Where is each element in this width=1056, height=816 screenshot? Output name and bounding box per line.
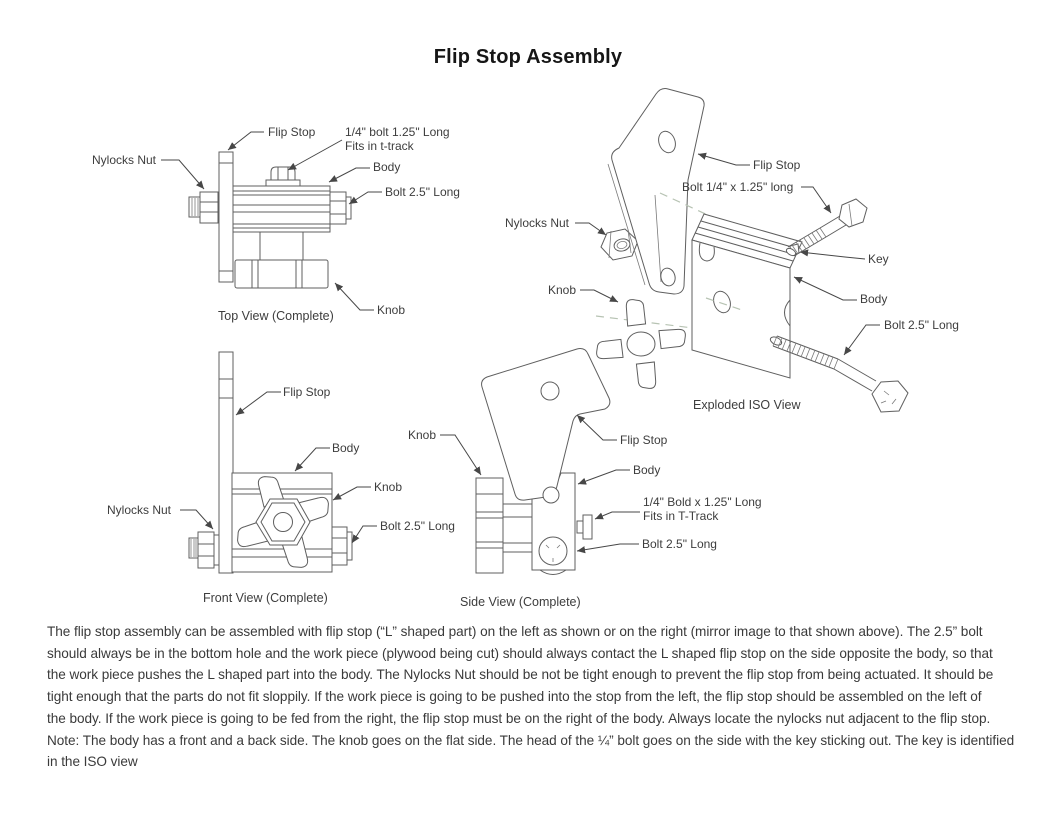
- top-label-quarter-bolt-2: Fits in t-track: [345, 139, 414, 153]
- top-tbolt-flange: [266, 180, 300, 186]
- iso-body: [692, 214, 802, 378]
- front-flip-stop-leader: [236, 392, 281, 415]
- side-notch-circle: [543, 487, 559, 503]
- front-nylocks-nut: [198, 532, 214, 568]
- front-knob-leader: [333, 487, 371, 500]
- iso-nylocks-leader: [575, 223, 606, 235]
- side-knob: [476, 478, 503, 573]
- top-label-flip-stop: Flip Stop: [268, 125, 316, 139]
- iso-knob-star: [595, 298, 688, 391]
- top-label-quarter-bolt-1: 1/4" bolt 1.25" Long: [345, 125, 450, 139]
- iso-label-body: Body: [860, 292, 888, 306]
- iso-label-flip-stop: Flip Stop: [753, 158, 801, 172]
- instructions-line: The flip stop assembly can be assembled with flip stop (“L” shaped part) on the left as shown or on the right (mirror image to that shown above). The 2.5” bolt: [47, 624, 983, 639]
- iso-label-knob: Knob: [548, 283, 577, 297]
- side-bolt25-leader: [577, 544, 639, 551]
- top-label-body: Body: [373, 160, 401, 174]
- iso-bolt25-leader: [844, 325, 880, 355]
- front-label-knob: Knob: [374, 480, 403, 494]
- top-nylocks-nut: [200, 192, 218, 223]
- top-quarter-bolt-leader: [288, 140, 342, 170]
- side-label-flip-stop: Flip Stop: [620, 433, 668, 447]
- front-label-flip-stop: Flip Stop: [283, 385, 331, 399]
- front-label-body: Body: [332, 441, 360, 455]
- side-label-body: Body: [633, 463, 661, 477]
- front-label-nylocks-nut: Nylocks Nut: [107, 503, 172, 517]
- instructions-line: tight enough that the parts do not fit sloppily. If the work piece is going to be pushed into the stop from the left, the flip stop should be assembled on the left of: [47, 689, 982, 705]
- top-bolt-cap: [346, 197, 351, 219]
- iso-label-nylocks-nut: Nylocks Nut: [505, 216, 570, 230]
- side-knob-leader: [440, 435, 481, 475]
- instructions-line: should always be in the bottom hole and the work piece (plywood being cut) should always contact the L shaped flip stop on the side opposite the body, so that: [47, 645, 993, 661]
- iso-quarter-bolt-leader: [801, 187, 831, 213]
- side-label-bolt25: Bolt 2.5" Long: [642, 537, 717, 551]
- side-label-quarter-bolt-2: Fits in T-Track: [643, 509, 719, 523]
- side-flip-stop-leader: [577, 415, 617, 440]
- iso-view-caption: Exploded ISO View: [693, 398, 801, 412]
- iso-knob-leader: [580, 290, 618, 302]
- instructions-line: Note: The body has a front and a back side. The knob goes on the flat side. The head of the ¼” bolt goes on the side with the key sticking out. The key is identified: [47, 732, 1015, 748]
- top-label-nylocks-nut: Nylocks Nut: [92, 153, 157, 167]
- top-bolt25-leader: [349, 192, 382, 204]
- side-label-quarter-bolt-1: 1/4" Bold x 1.25" Long: [643, 495, 762, 509]
- page-title: Flip Stop Assembly: [433, 46, 623, 68]
- side-flip-stop-plate: [482, 349, 610, 501]
- side-tbolt-stem: [577, 521, 583, 533]
- top-label-bolt25: Bolt 2.5" Long: [385, 185, 460, 199]
- side-quarter-bolt-leader: [595, 512, 640, 519]
- top-flip-stop-plate: [219, 152, 233, 282]
- top-nylocks-leader: [161, 160, 204, 189]
- side-plate-hole: [541, 382, 559, 400]
- front-view-caption: Front View (Complete): [203, 591, 328, 605]
- iso-bolt-25-head: [872, 381, 908, 412]
- iso-body-leader: [794, 277, 857, 300]
- front-bolt-cap: [347, 532, 352, 560]
- iso-key-leader: [800, 252, 865, 259]
- iso-flip-stop-leader: [698, 154, 750, 165]
- top-label-knob: Knob: [377, 303, 406, 317]
- front-bolt-thread-stub: [189, 538, 198, 558]
- side-view-drawing: [476, 349, 610, 575]
- top-flip-stop-leader: [228, 132, 264, 150]
- front-bolt25-leader: [352, 526, 377, 543]
- side-label-knob: Knob: [408, 428, 437, 442]
- instructions-line: the body. If the work piece is going to be fed from the right, the flip stop must be on the right of the body. Always locate the nylocks nut adjacent to the flip stop.: [47, 710, 991, 726]
- iso-bolt-quarter-head: [839, 199, 867, 227]
- iso-knob-center: [627, 332, 655, 356]
- front-nylocks-leader: [180, 510, 213, 529]
- iso-label-key: Key: [868, 252, 889, 266]
- top-view-drawing: [189, 152, 351, 288]
- instructions-line: the work piece pushes the L shaped part into the body. The Nylocks Nut should be not be tight enough to prevent the flip stop from being actuated. It should be: [47, 667, 994, 683]
- side-body-leader: [578, 470, 630, 484]
- iso-view-drawing: [595, 89, 908, 412]
- front-label-bolt25: Bolt 2.5" Long: [380, 519, 455, 533]
- front-flip-stop-plate: [219, 352, 233, 573]
- top-tbolt-head: [271, 167, 295, 180]
- instructions-line: in the ISO view: [47, 754, 138, 770]
- top-knob: [235, 260, 328, 288]
- top-bolt-hex: [330, 192, 346, 224]
- front-bolt-hex: [332, 527, 347, 565]
- side-tbolt-flange: [583, 515, 592, 539]
- top-view-caption: Top View (Complete): [218, 309, 334, 323]
- top-body-leader: [329, 168, 370, 182]
- front-body-leader: [295, 448, 330, 471]
- assembly-instructions: [47, 621, 1014, 773]
- side-view-caption: Side View (Complete): [460, 595, 581, 609]
- iso-label-quarter-bolt: Bolt 1/4" x 1.25" long: [682, 180, 794, 194]
- front-washer: [214, 535, 219, 565]
- front-knob-center: [274, 513, 293, 532]
- top-body: [233, 186, 330, 232]
- top-knob-leader: [335, 283, 374, 310]
- iso-label-bolt25: Bolt 2.5" Long: [884, 318, 959, 332]
